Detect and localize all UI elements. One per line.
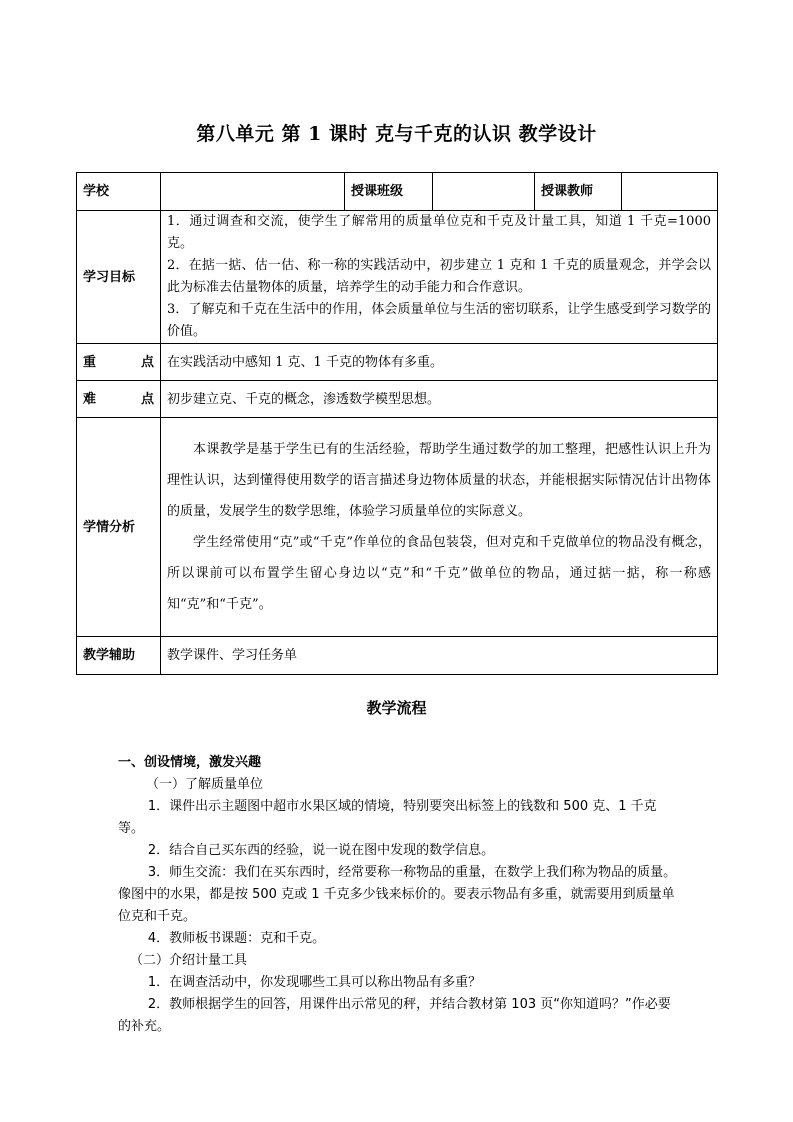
page-title: 第八单元 第 1 课时 克与千克的认识 教学设计 [196,123,597,145]
aids-text: 教学课件、学习任务单 [161,637,718,675]
goal-item: 1．通过调查和交流，使学生了解常用的质量单位克和千克及计量工具，知道 1 千克=1000 克。 [167,214,711,251]
difficulty-label: 难点 [77,381,161,418]
school-label [77,173,161,211]
aids-label: 教学辅助 [77,637,161,675]
table-row [77,173,718,211]
goals-cell [161,211,718,344]
list-item: 2．结合自己买东西的经验，说一说在图中发现的数学信息。 [147,843,495,858]
table-row [77,637,718,675]
list-item: 3．师生交流：我们在买东西时，经常要称一称物品的重量，在数学上我们称为物品的质量。像图中的水果，都是按 500 克或 1 千克多少钱来标价的。要表示物品有多重，就需要用到质量单位克和千克。 [118,865,677,924]
key-label: 重点 [77,344,161,381]
subsection-title: （二）介绍计量工具 [130,953,248,968]
list-item: 4．教师板书课题：克和千克。 [147,931,326,946]
key-text: 在实践活动中感知 1 克、1 千克的物体有多重。 [161,344,718,381]
class-label: 授课班级 [345,173,433,211]
teacher-value [622,173,718,211]
lesson-info-table [76,172,718,675]
school-label-text: 学校 [83,184,110,199]
analysis-paragraph: 学生经常使用“克”或“千克”作单位的食品包装袋，但对克和千克做单位的物品没有概念，所以课前可以布置学生留心身边以“克”和“千克”做单位的物品，通过掂一掂，称一称感知“克”和“千克”。 [167,535,711,612]
analysis-label: 学情分析 [77,418,161,637]
table-row [77,418,718,637]
goal-item: 2．在掂一掂、估一估、称一称的实践活动中，初步建立 1 克和 1 千克的质量观念，并学会以此为标准去估量物体的质量，培养学生的动手能力和合作意识。 [167,258,711,295]
subsection-title: （一）了解质量单位 [146,777,264,792]
teacher-label: 授课教师 [535,173,622,211]
table-row [77,211,718,344]
list-item: 1．在调查活动中，你发现哪些工具可以称出物品有多重？ [147,975,482,990]
class-value [433,173,535,211]
difficulty-text: 初步建立克、千克的概念，渗透数学模型思想。 [161,381,718,418]
section-title: 一、创设情境，激发兴趣 [118,755,262,770]
goals-label: 学习目标 [77,211,161,344]
table-row [77,381,718,418]
analysis-cell [161,418,718,637]
school-value [161,173,345,211]
list-item: 2．教师根据学生的回答，用课件出示常见的秤，并结合教材第 103 页“你知道吗？”作必要的补充。 [118,997,671,1034]
goal-item: 3．了解克和千克在生活中的作用，体会质量单位与生活的密切联系，让学生感受到学习数学的价值。 [167,302,711,339]
analysis-paragraph: 本课教学是基于学生已有的生活经验，帮助学生通过数学的加工整理，把感性认识上升为理性认识，达到懂得使用数学的语言描述身边物体质量的状态，并能根据实际情况估计出物体的质量，发展学生的数学思维，体验学习质量单位的实际意义。 [167,442,711,519]
flow-content [118,752,678,1038]
flow-heading: 教学流程 [366,699,427,717]
list-item: 1．课件出示主题图中超市水果区域的情境，特别要突出标签上的钱数和 500 克、1 千克等。 [118,799,657,836]
table-row [77,344,718,381]
